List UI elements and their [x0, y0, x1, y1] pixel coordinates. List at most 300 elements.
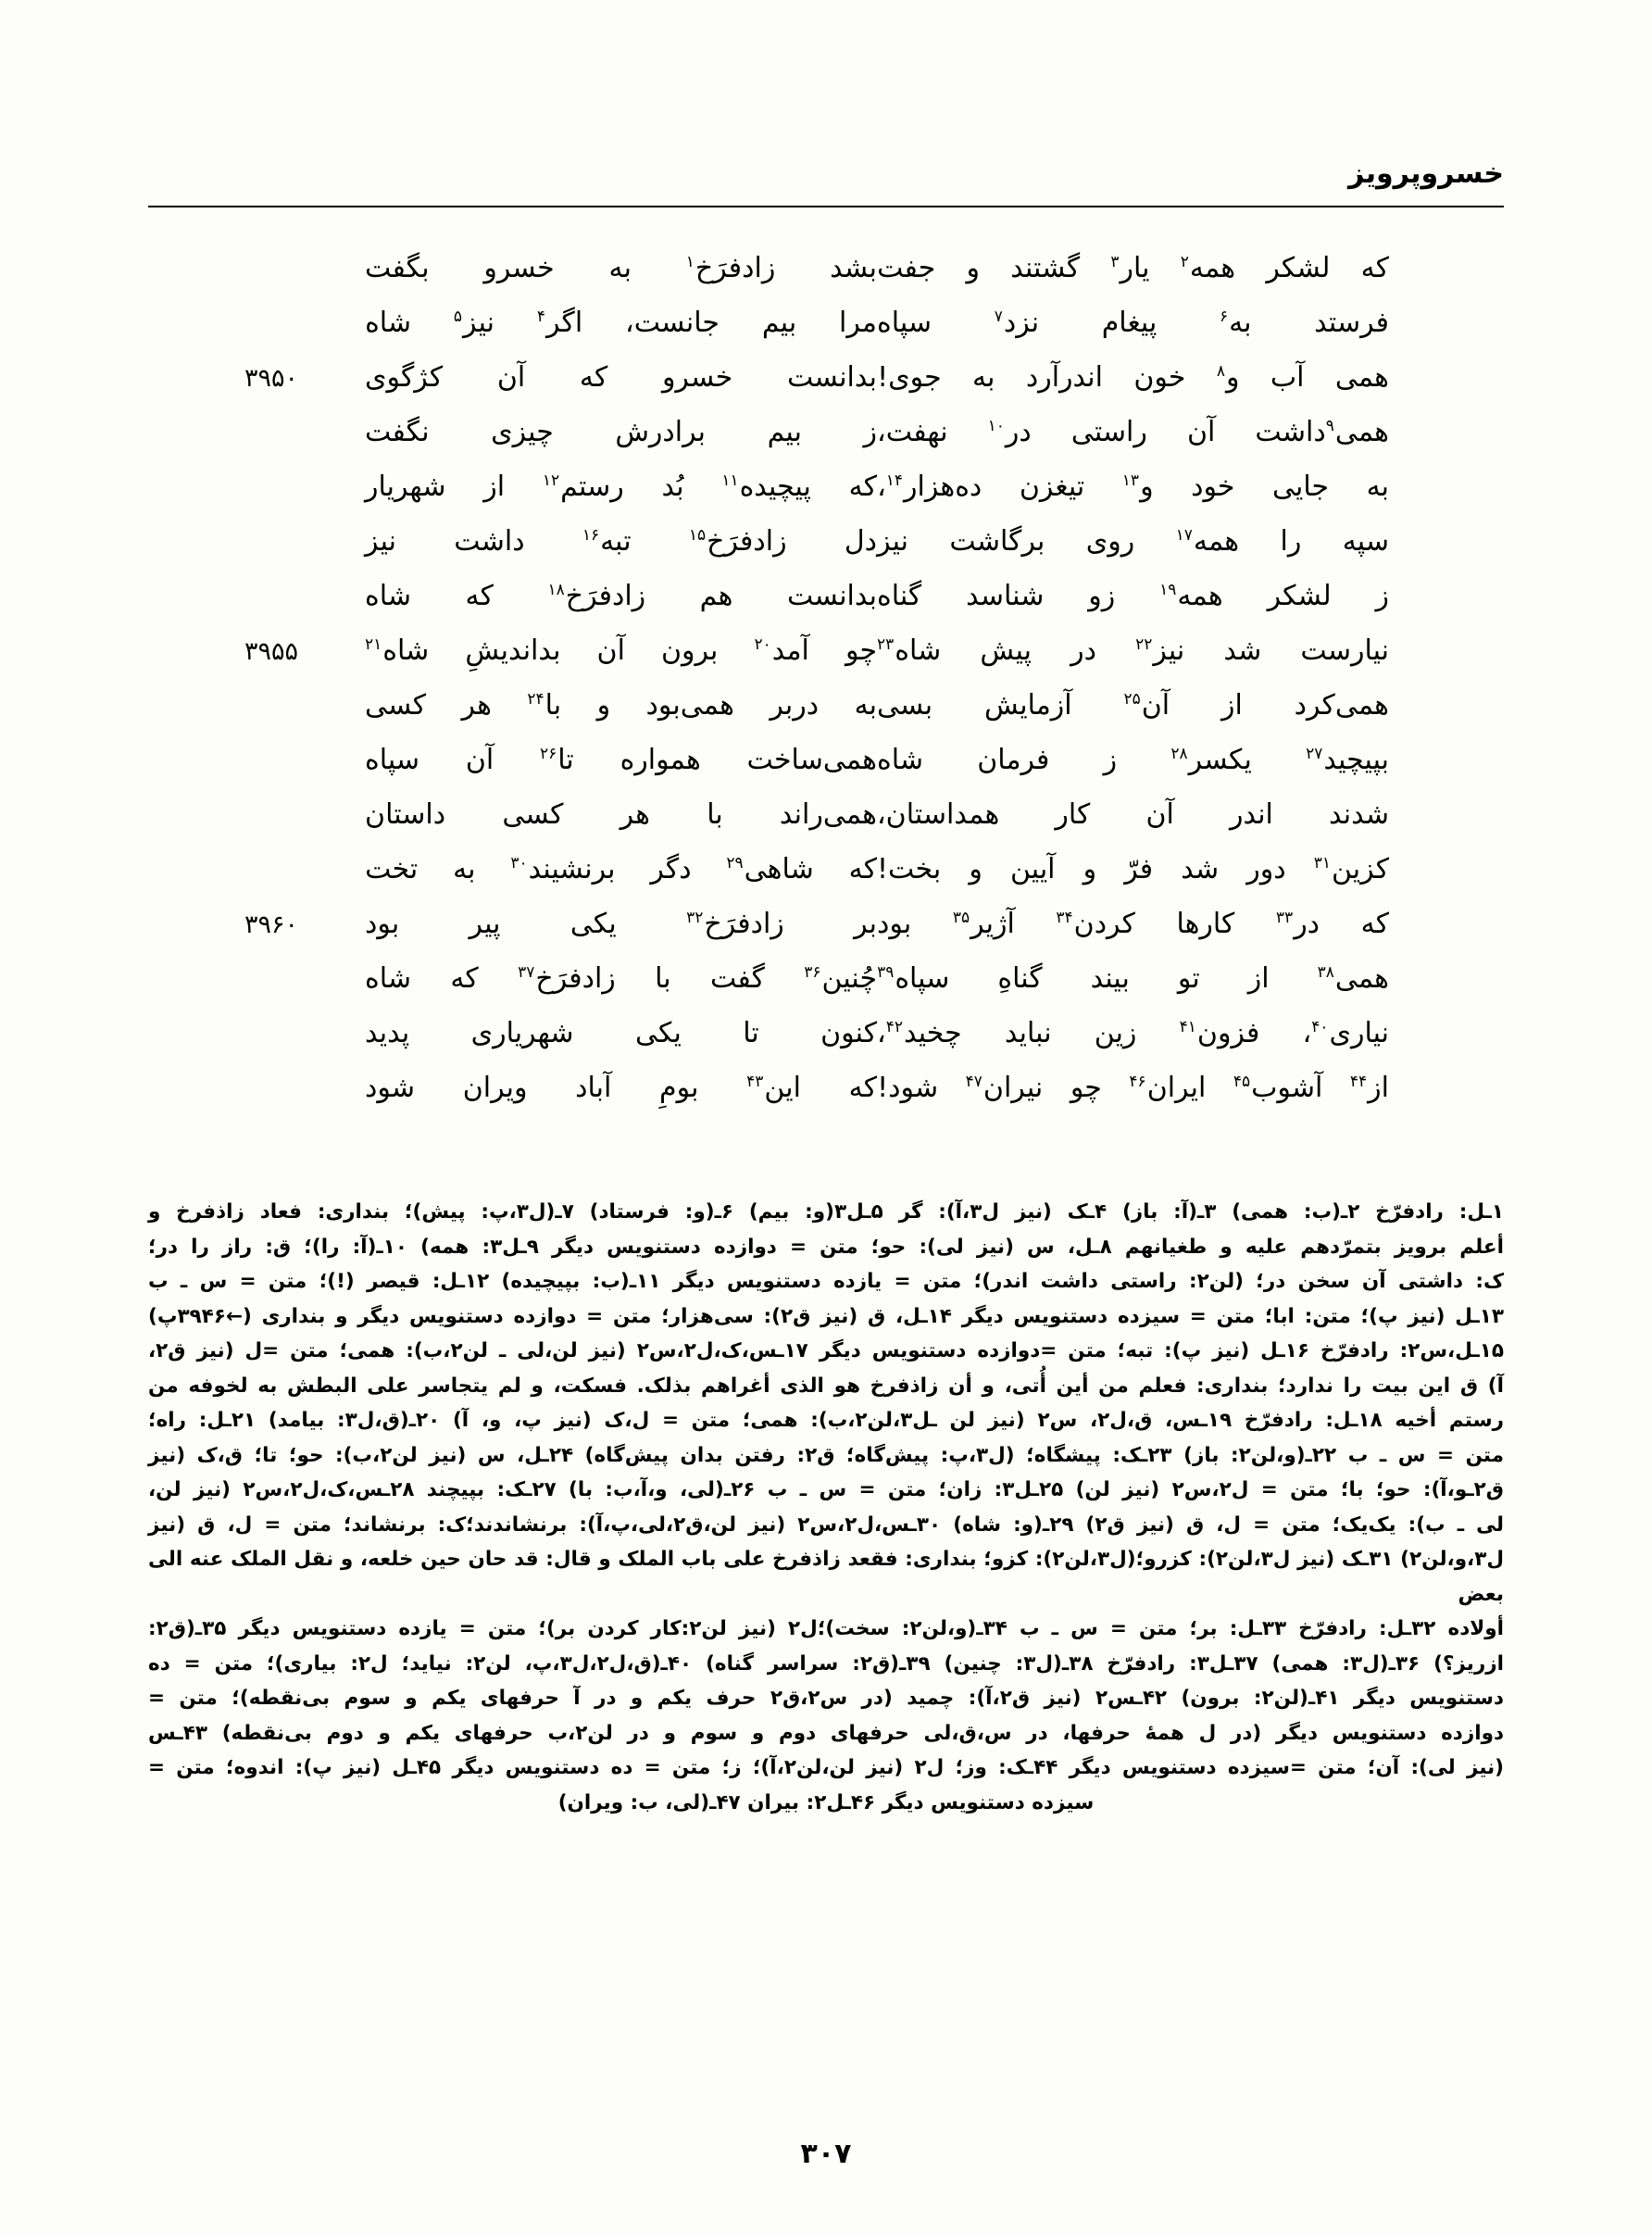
verse-word: سپه [1342, 525, 1389, 558]
variant-marker: ۱۶ [582, 526, 600, 545]
verse-word: که [848, 1072, 877, 1104]
verse-word: چو [845, 634, 877, 667]
variant-marker: ۵ [453, 307, 463, 326]
verse-word: همی‏$^۹$داشت [1255, 416, 1389, 448]
hemistich-first [333, 962, 877, 995]
hemistich-second [877, 1072, 1420, 1104]
verse-word: ز [1103, 744, 1118, 776]
verse-word: یکی [569, 908, 617, 940]
hemistich-second [877, 962, 1420, 995]
variant-marker: ۱۸ [547, 581, 565, 599]
hemistich-first [333, 525, 877, 558]
variant-marker: ۳۳ [1275, 909, 1294, 927]
verse-word: آن [465, 744, 494, 776]
verse-word: تو [1177, 962, 1200, 995]
verse-word: و [969, 853, 982, 885]
verse-word: نیاری$^{۴۰}$، [1302, 1017, 1389, 1049]
verse-word: شهریار [365, 471, 446, 503]
verse-word: آب [1270, 361, 1305, 394]
verse-word: همداستان، [877, 798, 1000, 831]
variant-marker: ۹ [1325, 417, 1334, 435]
verse-word: آن [496, 361, 526, 394]
verse-word: شدند [1329, 798, 1389, 831]
verse-word: داشت [454, 525, 525, 558]
verse-line [232, 1072, 1420, 1126]
verse-word: همه‏$^{۱۹}$ [1159, 580, 1223, 612]
hemistich-first [333, 252, 877, 284]
verse-word: گفت [709, 962, 765, 995]
verse-word: سپاه [877, 307, 932, 339]
variant-marker: ۲۷ [1306, 745, 1323, 763]
verse-word: که [450, 962, 479, 995]
verse-word: نهفت، [877, 416, 948, 448]
variant-marker: ۴۳ [746, 1073, 764, 1091]
verse-word: همی [1334, 361, 1389, 394]
verse-word: از [1247, 962, 1270, 995]
variant-marker: ۳۴ [1056, 909, 1073, 927]
verse-word: برگاشت [949, 525, 1045, 558]
verse-word: شد [1181, 853, 1220, 885]
verse-word: یکسر$^{۲۸}$ [1170, 744, 1252, 776]
verse-word: نباید [1004, 1017, 1052, 1049]
apparatus-line: ۱ـل: رادفرّخ ۲ـ(ب: همی) ۳ـ(آ: باز) ۴ـک (نیز ل‏۳،آ): گر ۵ـل‏۳(و: بیم) ۶ـ(و: فرستاد) ۷ـ(ل‏۳،پ: پیش)؛ بنداری: فعاد زاذفرخ و [148, 1200, 1504, 1224]
verse-word: شناسد [966, 580, 1045, 612]
verse-word: بشد [830, 252, 877, 284]
hemistich-second [877, 853, 1420, 885]
verse-word: روی [1085, 525, 1135, 558]
verse-word: فرّ [1124, 853, 1154, 885]
variant-marker: ۳۱ [1313, 854, 1331, 872]
variant-marker: ۲۸ [1170, 745, 1188, 763]
verse-word: زادفرَخ‏$^۱$ [685, 252, 776, 284]
verse-word: به [608, 252, 632, 284]
hemistich-second [877, 798, 1420, 831]
verse-word: آن [1186, 416, 1216, 448]
verse-word: با$^{۲۴}$ [527, 689, 562, 722]
variant-marker: ۱۱ [721, 471, 739, 490]
verse-word: در$^{۱۰}$ [987, 416, 1032, 448]
verse-word: برنشیند$^{۳۰}$ [510, 853, 616, 885]
verse-word: شاهی$^{۲۹}$ [726, 853, 814, 885]
verse-number: ۳۹۵۰ [244, 364, 299, 393]
variant-marker: ۱۰ [987, 417, 1005, 435]
variant-marker: ۳۲ [686, 909, 704, 927]
verse-word: زو [1088, 580, 1116, 612]
verse-word: کسی [365, 689, 427, 722]
hemistich-first [333, 416, 877, 448]
verse-word: و$^۸$ [1216, 361, 1240, 394]
variant-marker: ۴۲ [885, 1018, 903, 1036]
verse-word: که [1360, 252, 1389, 284]
verse-word: پدید [365, 1017, 410, 1049]
verse-word: بُد [661, 471, 684, 503]
verse-word: شود! [877, 1072, 939, 1104]
verse-word: بود [365, 908, 400, 940]
verse-word: برادرش [615, 416, 707, 448]
verse-line [232, 744, 1420, 798]
verse-word: بیم [761, 307, 797, 339]
verse-word: جوی! [877, 361, 942, 394]
hemistich-first [333, 361, 877, 394]
verse-word: سپاه [365, 744, 420, 776]
verse-word: به [1366, 471, 1389, 503]
verse-word: با [707, 798, 723, 831]
verse-word: شد [1223, 634, 1262, 667]
hemistich-first [333, 1017, 877, 1049]
apparatus-line: رستم أخیه ۱۸ـل: رادفرّخ ۱۹ـس، ق،ل‏۲، س‏۲ (نیز لن ـل‏۳،لن‏۲،ب): همی؛ متن = ل،ک (نیز پ، و، آ) ۲۰ـ(ق،ل‏۳: بیامد) ۲۱ـل: راه؛ [148, 1409, 1504, 1432]
verse-word: ویران [462, 1072, 528, 1104]
verse-word: تخت [365, 853, 419, 885]
verse-word: زادفرَخ‏$^{۱۸}$ [547, 580, 646, 612]
variant-marker: ۳۷ [518, 963, 535, 982]
variant-marker: ۲۱ [365, 635, 382, 654]
apparatus-line: دوازده دستنویس دیگر (در ل همهٔ حرفها، در س،ق،لی حرفهای دوم و سوم و در لن‏۲،ب حرفهای یکم و دوم بی‌نقطه) ۴۳ـس [148, 1721, 1504, 1745]
verse-word: ایران$^{۴۶}$ [1129, 1072, 1207, 1104]
variant-marker: ۳۵ [952, 909, 970, 927]
verse-word: نیز$^۵$ [453, 307, 495, 339]
verse-word: آمد$^{۲۰}$ [754, 634, 809, 667]
verse-word: به [453, 853, 476, 885]
variant-marker: ۴۷ [965, 1073, 982, 1091]
verse-word: آن [1145, 798, 1174, 831]
apparatus-line: ل‏۳،و،لن‏۲) ۳۱ـک (نیز ل‏۳،لن‏۲): کزرو؛(ل‏۳،لن‏۲): کزو؛ بنداری: فقعد زاذفرخ علی باب الملک و قال: قد حان حین خلعه، و نقل الملک عنه الی بعض [148, 1548, 1505, 1606]
verse-word: پیر [469, 908, 501, 940]
verse-word: جانست، [625, 307, 720, 339]
verse-word: که [465, 580, 494, 612]
variant-marker: ۴ [536, 307, 545, 326]
verse-word: هم [699, 580, 733, 612]
verse-line [232, 798, 1420, 853]
apparatus-line: دستنویس دیگر ۴۱ـ(لن‏۲: برون) ۴۲ـس‏۲ (نیز ق‏۲،آ): چمید (در س‏۲،ق‏۲ حرف یکم و در آ حرفهای یکم و سوم بی‌نقطه)؛ متن = [148, 1687, 1504, 1710]
hemistich-first [333, 908, 877, 940]
verse-word: شاه [365, 962, 411, 995]
verse-word: همی‌بود [645, 689, 734, 722]
verse-word: زادفرَخ‏$^{۱۵}$ [688, 525, 787, 558]
verse-word: کردن$^{۳۴}$ [1056, 908, 1135, 940]
verse-word: کار [1055, 798, 1091, 831]
variant-marker: ۴۶ [1129, 1073, 1146, 1091]
verse-word: بداندیشِ [465, 634, 561, 667]
verse-word: بخت! [877, 853, 942, 885]
hemistich-second [877, 580, 1420, 612]
verse-word: جفت [877, 252, 936, 284]
verse-word: نگفت [365, 416, 430, 448]
verse-word: آباد [575, 1072, 612, 1104]
verse-word: بیند [1090, 962, 1130, 995]
verse-word: بگفت [365, 252, 430, 284]
hemistich-first [333, 1072, 877, 1104]
verse-word: همی‌ساخت [746, 744, 877, 776]
verse-word: تبه‏$^{۱۶}$ [582, 525, 632, 558]
variant-marker: ۳ [1110, 253, 1120, 271]
hemistich-second [877, 689, 1420, 722]
verse-word: خسرو [483, 252, 555, 284]
verse-word: همی‌کرد [1294, 689, 1389, 722]
verse-word: بود [877, 908, 912, 940]
verse-word: بدانست [786, 580, 877, 612]
verse-word: کزین$^{۳۱}$ [1313, 853, 1389, 885]
verse-word: هر [620, 798, 650, 831]
verse-word: زین [1094, 1017, 1137, 1049]
verse-word: مرا [839, 307, 877, 339]
verse-word: آن [596, 634, 625, 667]
verse-word: یکی [634, 1017, 682, 1049]
variant-marker: ۲ [1180, 253, 1189, 271]
verse-word: نیران$^{۴۷}$ [965, 1072, 1044, 1104]
verse-word: دربر [770, 689, 820, 722]
verse-word: آیین [1009, 853, 1056, 885]
verse-word: ز [863, 416, 877, 448]
verse-word: که [1360, 908, 1389, 940]
variant-marker: ۴۱ [1179, 1018, 1196, 1036]
apparatus-line: ق‏۲ـو،آ): حو؛ با؛ متن = ل‏۲،س‏۲ (نیز لن) ۲۵ـل‏۳: زان؛ متن = س ـ ب ۲۶ـ(لی، و،آ،ب: با) ۲۷ـک: بپیچند ۲۸ـس،ک،ل‏۲،س‏۲ (نیز لن، [148, 1478, 1505, 1501]
verse-word: در [1070, 634, 1096, 667]
verse-word: نیارست [1300, 634, 1389, 667]
hemistich-second [877, 471, 1420, 503]
hemistich-second [877, 252, 1420, 284]
variant-marker: ۲۵ [1123, 690, 1141, 709]
verse-word: رستم‏$^{۱۲}$ [542, 471, 624, 503]
variant-marker: ۲۴ [527, 690, 544, 709]
hemistich-first [333, 634, 877, 667]
verse-word: بر [854, 908, 877, 940]
variant-marker: ۳۹ [877, 963, 895, 982]
verse-line [232, 908, 1420, 962]
verse-word: به [854, 689, 877, 722]
hemistich-first [333, 853, 877, 885]
variant-marker: ۴۵ [1233, 1073, 1251, 1091]
verse-word: یار$^۳$ [1110, 252, 1150, 284]
variant-marker: ۷ [994, 307, 1003, 326]
verse-word: زادفرَخ‏$^{۳۲}$ [686, 908, 784, 940]
verse-word: شود [365, 1072, 416, 1104]
verse-word: و [1083, 853, 1097, 885]
variant-marker: ۲۳ [877, 635, 895, 654]
verse-word: چخید$^{۴۲}$، [877, 1017, 962, 1049]
verse-word: لشکر [1267, 580, 1332, 612]
verse-word: پیغام [1101, 307, 1158, 339]
hemistich-second [877, 908, 1420, 940]
variant-marker: ۱۹ [1159, 581, 1177, 599]
verse-word: دل [844, 525, 877, 558]
verse-word: داستان [365, 798, 446, 831]
verse-word: بومِ [659, 1072, 699, 1104]
apparatus-line: سیزده دستنویس دیگر ۴۶ـل‏۲: بیران ۴۷ـ(لی، ب: ویران) [557, 1790, 1095, 1814]
verse-word: گناهِ [997, 962, 1043, 995]
verse-word: اندر [1229, 798, 1273, 831]
verse-word: با [655, 962, 671, 995]
apparatus-line: متن = س ـ ب ۲۲ـ(و،لن‏۲: باز) ۲۳ـک: پیشگاه؛ (ل‏۳،پ: پیش‌گاه؛ ق‏۲: رفتن بدان پیش‌گاه) ۲۴ـل، س (نیز لن‏۲،ب): حو؛ تا؛ ق،ک (نیز [148, 1443, 1504, 1467]
verse-word: چُنین$^{۳۶}$ [804, 962, 877, 995]
hemistich-first [333, 744, 877, 776]
critical-apparatus [148, 1195, 1504, 1820]
verse-word: آژیر$^{۳۵}$ [952, 908, 1015, 940]
verse-word: و [596, 689, 611, 722]
verse-word: آشوب$^{۴۵}$ [1233, 1072, 1323, 1104]
verse-word: ز [1375, 580, 1389, 612]
verse-word: کارها [1176, 908, 1235, 940]
verse-word: همی‌راند [779, 798, 877, 831]
verse-line [232, 252, 1420, 307]
verse-word: چو [1070, 1072, 1102, 1104]
verse-word: در$^{۳۳}$ [1275, 908, 1320, 940]
hemistich-second [877, 307, 1420, 339]
hemistich-second [877, 525, 1420, 558]
verse-word: چیزی [491, 416, 554, 448]
verse-word: تا [743, 1017, 759, 1049]
variant-marker: ۲۹ [726, 854, 744, 872]
apparatus-line: ک: داشتی آن سخن در؛ (لن‏۲: راستی داشت اندر)؛ متن = یازده دستنویس دیگر ۱۱ـ(ب: بپیچیده) ۱۲ـل: قیصر (!)؛ متن = س ـ ب [148, 1270, 1504, 1293]
verse-word: تیغزن [1019, 471, 1085, 503]
variant-marker: ۱۴ [885, 471, 904, 490]
verse-word: از$^{۴۴}$ [1349, 1072, 1389, 1104]
variant-marker: ۱۳ [1121, 471, 1140, 490]
verse-number: ۳۹۵۵ [244, 637, 299, 666]
variant-marker: ۱۷ [1175, 526, 1193, 545]
verse-line [232, 416, 1420, 471]
hemistich-second [877, 1017, 1420, 1049]
verse-line [232, 471, 1420, 525]
verse-word: از [1220, 689, 1243, 722]
verse-word: بسی [877, 689, 933, 722]
verse-word: زادفرَخ‏$^{۳۷}$ [518, 962, 616, 995]
verse-word: ده‌هزار$^{۱۴}$، [877, 471, 982, 503]
verse-word: این$^{۴۳}$ [746, 1072, 801, 1104]
apparatus-line: ازریز؟) ۳۶ـ(ل‏۳: همی) ۳۷ـل‏۳: رادفرّخ ۳۸ـ(ل‏۳: چنین) ۳۹ـ(ق‏۲: سراسر گناه) ۴۰ـ(ق،ل‏۲،ل‏۳،پ، لن‏۲: نیاید؛ ل‏۲: بیاری)؛ متن = ده [148, 1651, 1504, 1676]
verse-word: به [972, 361, 995, 394]
hemistich-second [877, 634, 1420, 667]
verse-line [232, 361, 1420, 416]
verse-word: پیش [980, 634, 1032, 667]
verse-word: بیم [767, 416, 802, 448]
verse-word: خود [1191, 471, 1235, 503]
apparatus-line: أولاده ۳۲ـل: رادفرّخ ۳۳ـل: بر؛ متن = س ـ ب ۳۴ـ(و،لن‏۲: سخت)؛ل‏۲ (نیز لن‏۲:کار کردن بر)؛ متن = یازده دستنویس دیگر ۳۵ـ(ق‏۲: [148, 1617, 1504, 1640]
hemistich-first [333, 471, 877, 503]
verse-word: که [848, 853, 877, 885]
apparatus-line: ۱۵ـل،س‏۲: رادفرّخ ۱۶ـل (نیز پ): تبه؛ متن =دوازده دستنویس دیگر ۱۷ـس،ک،ل‏۲،س‏۲ (نیز لن،لی ـ لن‏۲،ب): همی؛ متن =ل (نیز ق‏۲، [148, 1339, 1504, 1362]
variant-marker: ۱ [685, 253, 695, 271]
hemistich-first [333, 307, 877, 339]
verse-word: همه‏$^۲$ [1180, 252, 1236, 284]
variant-marker: ۶ [1219, 307, 1229, 326]
hemistich-first [333, 580, 877, 612]
verse-word: خون [1133, 361, 1186, 394]
folio-number: ۳۰۷ [800, 2138, 852, 2170]
verse-word: فرستد [1314, 307, 1389, 339]
verse-word: کژگوی [365, 361, 444, 394]
verse-block [232, 252, 1420, 1126]
verse-word: بدانست [786, 361, 877, 394]
verse-word: شاه [365, 580, 412, 612]
hemistich-second [877, 361, 1420, 394]
hemistich-second [877, 416, 1420, 448]
verse-word: گناه [877, 580, 922, 612]
verse-word: پیچیده‏$^{۱۱}$ [721, 471, 811, 503]
verse-word: نیز$^{۲۲}$ [1135, 634, 1185, 667]
apparatus-line: (نیز لی): آن؛ متن =سیزده دستنویس دیگر ۴۴ـک: وز؛ ل‏۲ (نیز لن،لن‏۲،آ)؛ ز؛ متن = ده دستنویس دیگر ۴۵ـل (نیز پ): اندوه؛ متن = [148, 1756, 1505, 1779]
verse-word: همی$^{۳۸}$ [1317, 962, 1389, 995]
verse-word: شاه [877, 744, 924, 776]
variant-marker: ۲۰ [754, 635, 771, 654]
running-head-title: خسروپرویز [1348, 157, 1504, 190]
hemistich-first [333, 798, 877, 831]
verse-word: راستی [1070, 416, 1147, 448]
variant-marker: ۴۴ [1349, 1073, 1368, 1091]
hemistich-second [877, 744, 1420, 776]
verse-word: شاه$^{۲۱}$ [365, 634, 430, 667]
verse-word: نیز [365, 525, 396, 558]
verse-word: گشتند [1010, 252, 1081, 284]
verse-word: فزون$^{۴۱}$ [1179, 1017, 1260, 1049]
verse-word: آزمایش [983, 689, 1072, 722]
verse-word: و [966, 252, 980, 284]
variant-marker: ۳۸ [1317, 963, 1334, 982]
verse-word: همواره [620, 744, 701, 776]
verse-word: هر [461, 689, 492, 722]
verse-word: سپاه$^{۳۹}$ [877, 962, 950, 995]
verse-line [232, 689, 1420, 744]
verse-word: نیز [877, 525, 909, 558]
verse-line [232, 307, 1420, 361]
verse-word: نزد$^۷$ [994, 307, 1040, 339]
apparatus-line: أعلم برویز بتمرّدهم علیه و طغیانهم ۸ـل، س (نیز لی): حو؛ متن = دوازده دستنویس دیگر ۹ـل‏۳: همه) ۱۰ـ(آ: را)؛ ق: راز را در؛ [148, 1235, 1504, 1259]
verse-word: دور [1246, 853, 1286, 885]
verse-word: دگر [650, 853, 692, 885]
verse-line [232, 853, 1420, 908]
verse-word: جایی [1272, 471, 1330, 503]
verse-word: شاه [365, 307, 412, 339]
variant-marker: ۸ [1216, 362, 1225, 381]
variant-marker: ۳۶ [804, 963, 821, 982]
verse-word: فرمان [977, 744, 1050, 776]
verse-line [232, 962, 1420, 1017]
verse-line [232, 525, 1420, 580]
apparatus-line: آ) ق این بیت را ندارد؛ بنداری: فعلم من أین أُتی، و أن زاذفرخ هو الذی أغراهم بذلک. فسکت، و لم یتجاسر علی البطش به لخوفه من [148, 1374, 1504, 1398]
verse-word: شهریاری [470, 1017, 574, 1049]
verse-word: کسی [502, 798, 564, 831]
verse-word: به‏$^۶$ [1219, 307, 1252, 339]
verse-word: از [483, 471, 506, 503]
verse-word: برون [660, 634, 719, 667]
verse-line [232, 1017, 1420, 1072]
apparatus-line: لی ـ ب): یک‌یک؛ متن = ل، ق (نیز ق‏۲) ۲۹ـ(و: شاه) ۳۰ـس،ل‏۲،س‏۲ (نیز لن،ق‏۲،لی،پ،آ): برنشاندند؛ک: برنشاند؛ متن = ل، ق (نیز [148, 1512, 1505, 1537]
running-head-rule [148, 206, 1504, 207]
verse-line [232, 580, 1420, 634]
verse-word: اگر$^۴$ [536, 307, 583, 339]
variant-marker: ۱۲ [542, 471, 560, 490]
hemistich-first [333, 689, 877, 722]
variant-marker: ۴۰ [1311, 1018, 1329, 1036]
verse-line [232, 634, 1420, 689]
verse-word: اندرآرد [1025, 361, 1103, 394]
variant-marker: ۳۰ [510, 854, 528, 872]
running-head [148, 157, 1504, 213]
verse-word: بپیچید$^{۲۷}$ [1306, 744, 1389, 776]
verse-word: لشکر [1266, 252, 1331, 284]
verse-word: که [848, 471, 877, 503]
verse-number: ۳۹۶۰ [244, 910, 299, 939]
verse-word: را [1280, 525, 1302, 558]
verse-word: تا$^{۲۶}$ [540, 744, 574, 776]
verse-word: که [579, 361, 608, 394]
apparatus-line: ۱۳ـل (نیز پ)؛ متن: ابا؛ متن = سیزده دستنویس دیگر ۱۴ـل، ق (نیز ق‏۲): سی‌هزار؛ متن = دوازده دستنویس دیگر و بنداری (←۳۹۴۶پ) [148, 1304, 1505, 1328]
verse-word: و$^{۱۳}$ [1121, 471, 1154, 503]
verse-word: کنون [820, 1017, 877, 1049]
verse-word: خسرو [661, 361, 733, 394]
verse-word: شاه$^{۲۳}$ [877, 634, 942, 667]
verse-word: همه‏$^{۱۷}$ [1175, 525, 1240, 558]
verse-word: آن$^{۲۵}$ [1123, 689, 1170, 722]
